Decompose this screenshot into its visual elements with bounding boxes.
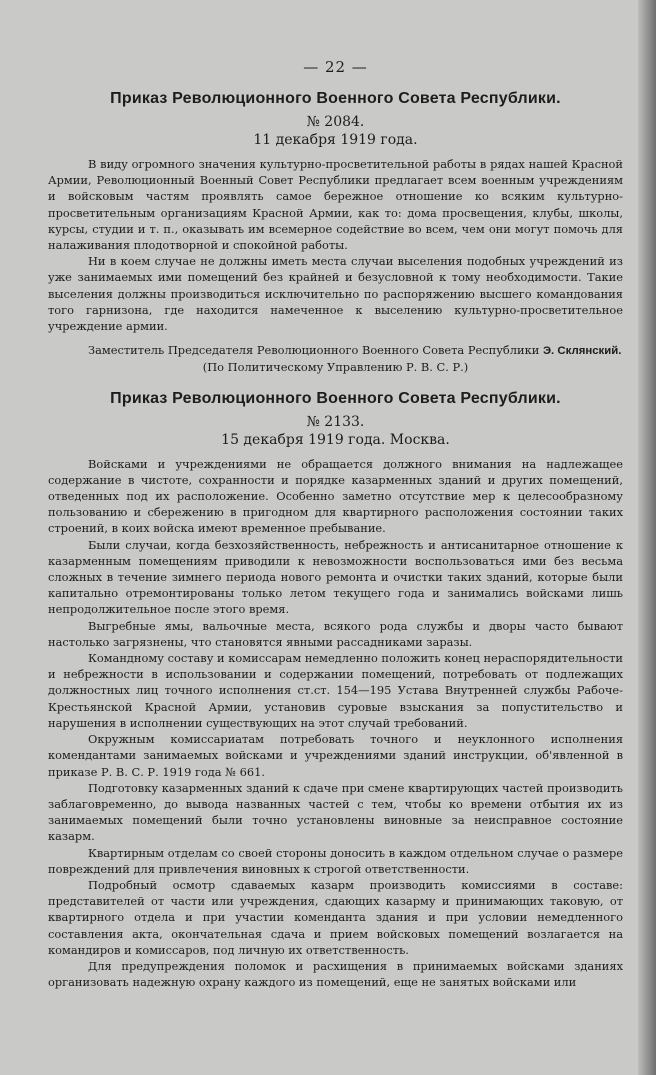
order-number: № 2084. (306, 114, 365, 130)
signature-prefix: Заместитель Председателя Революционного Военного Совета Республики (88, 343, 540, 358)
paragraph: Выгребные ямы, вальочные места, всякого рода службы и дворы часто бывают настолько загрязнены, что становятся явными рассадниками заразы. (48, 618, 623, 649)
paragraph: В виду огромного значения культурно-просветительной работы в рядах нашей Красной Армии, Революционный Военный Совет Республики предлагает всем военным учреждениям и войсковым частям проявлять самое бережное отношение ко всяким культурно-просветительным организациям Красной Армии, как то: дома просвещения, клубы, школы, курсы, студии и т. п., оказывать им всемерное содействие во всем, чем они могут помочь для налаживания плодотворной и спокойной работы. (48, 157, 623, 253)
paragraph: Окружным комиссариатам потребовать точного и неуклонного исполнения комендантами занимаемых войсками и учреждениями зданий инструкции, об'явленной в приказе Р. В. С. Р. 1919 года № 661. (48, 732, 623, 779)
page-number: — 22 — (303, 58, 368, 76)
signature-name: Э. Склянский. (542, 345, 622, 358)
paragraph: Были случаи, когда безхозяйственность, небрежность и антисанитарное отношение к казарменным помещениям приводили к невозможности воспользоваться ими без весьма сложных в течение зимнего периода нового ремонта и очистки таких зданий, которые были капитально отремонтированы только летом текущего года и занимались войсками лишь непродолжительное после этого время. (48, 537, 623, 617)
paragraph: Подробный осмотр сдаваемых казарм производить комиссиями в составе: представителей от части или учреждения, сдающих казарму и принимающих таковую, от квартирного отдела и при участии коменданта здания и при условии немедленного составления акта, окончательная сдача и прием войсковых помещений возлагается на командиров и комиссаров, под личную их ответственность. (48, 877, 623, 957)
paragraph: Войсками и учреждениями не обращается должного внимания на надлежащее содержание в чистоте, сохранности и порядке казарменных зданий и других помещений, отведенных под их расположение. Особенно заметно отсутствие мер к целесообразному пользованию и сбережению в пригодном для квартирного расположения состоянии таких строений, в коих войска имеют временное пребывание. (48, 456, 623, 536)
order-number: № 2133. (306, 413, 365, 430)
document-body (48, 58, 623, 990)
paragraph: Ни в коем случае не должны иметь места случаи выселения подобных учреждений из уже занимаемых ими помещений без крайней и безусловной к тому необходимости. Такие выселения должны производиться исключительно по распоряжению высшего командования того гарнизона, где находится намеченное к выселению культурно-просветительное учреждение армии. (48, 254, 623, 334)
paragraph: Подготовку казарменных зданий к сдаче при смене квартирующих частей производить заблаговременно, до вывода названных частей с тем, чтобы ко времени отбытия их из занимаемых помещений были точно установлены виновные за неисправное состояние казарм. (48, 780, 623, 844)
order-title: Приказ Революционного Военного Совета Республики. (110, 389, 561, 407)
order-date: 15 декабря 1919 года. Москва. (221, 431, 450, 448)
paragraph: Квартирным отделам со своей стороны доносить в каждом отдельном случае о размере повреждений для привлечения виновных к строгой ответственности. (48, 845, 623, 876)
order-2084 (48, 90, 623, 376)
order-2133 (48, 390, 623, 991)
signature-line (48, 342, 623, 359)
order-title: Приказ Революционного Военного Совета Республики. (110, 90, 561, 107)
page-edge-shadow (638, 0, 656, 1075)
paragraph: Командному составу и комиссарам немедленно положить конец нераспорядительности и небрежности в использовании и содержании помещений, потребовать от подлежащих должностных лиц точного исполнения ст.ст. 154—195 Устава Внутренней службы Рабоче-Крестьянской Красной Армии, установив суровые взыскания за попустительство и нарушения в исполнении существующих на этот случай требований. (48, 651, 623, 730)
order-date: 11 декабря 1919 года. (253, 132, 418, 148)
signature-note: (По Политическому Управлению Р. В. С. Р.) (202, 360, 469, 375)
paragraph: Для предупреждения поломок и расхищения в принимаемых войсками зданиях организовать надежную охрану каждого из помещений, еще не занятых войсками или (48, 958, 623, 990)
